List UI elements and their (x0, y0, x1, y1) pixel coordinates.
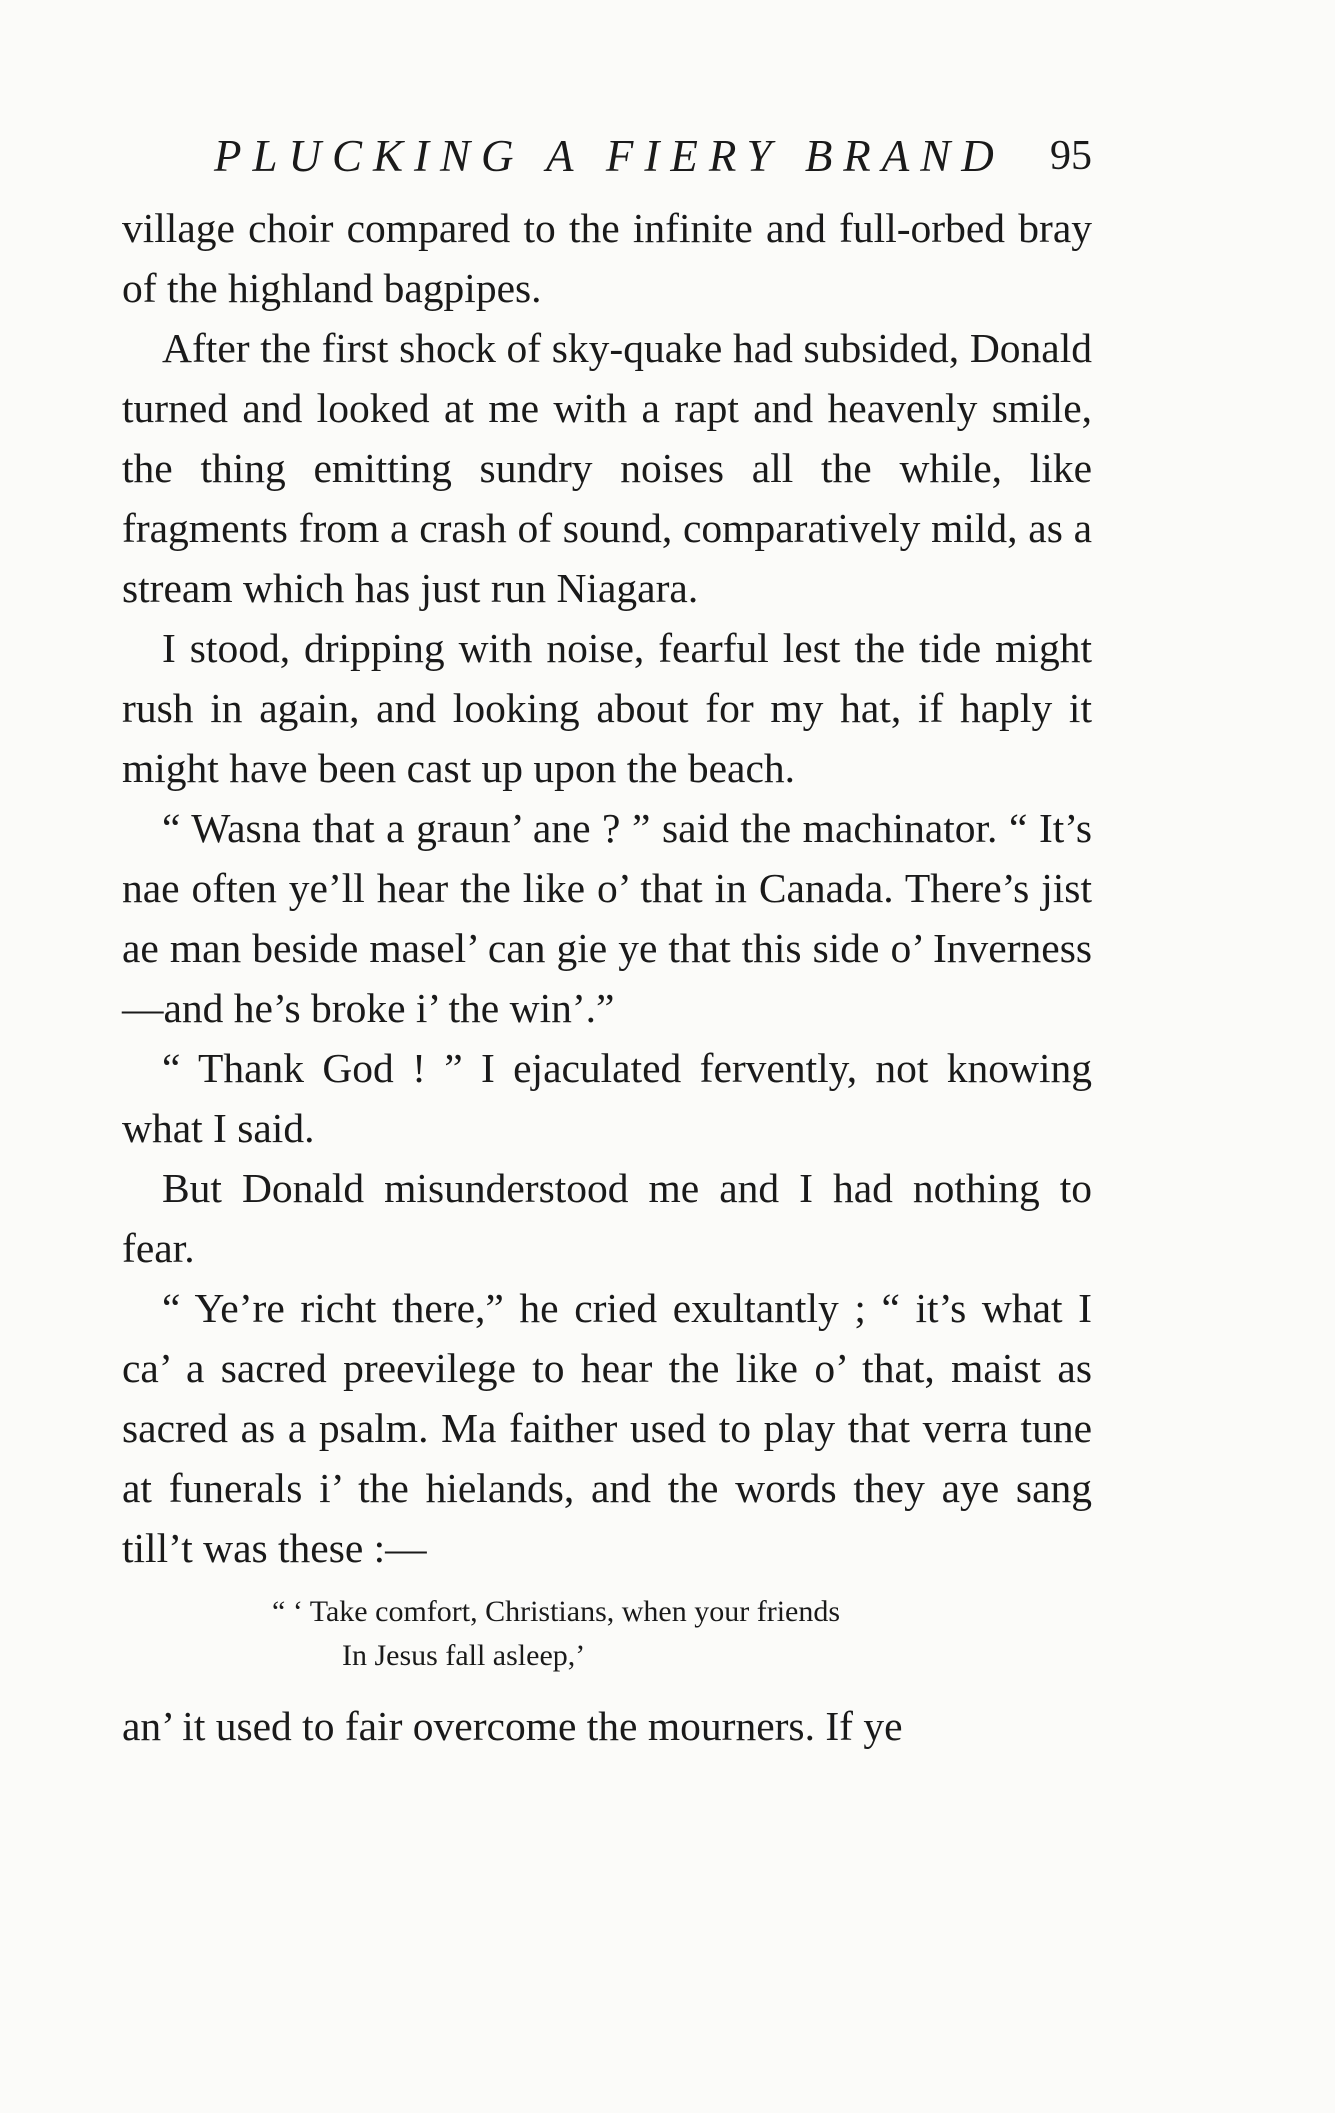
paragraph: “ Wasna that a graun’ ane ? ” said the machinator. “ It’s nae often ye’ll hear the like o’ that in Canada. There’s jist ae man beside masel’ can gie ye that this side o’ Inverness—and he’s broke i’ the win’.” (122, 805, 1092, 1031)
book-page (122, 120, 1092, 1756)
page-header (122, 120, 1092, 200)
paragraph: I stood, dripping with noise, fearful lest the tide might rush in again, and looking about for my hat, if haply it might have been cast up upon the beach. (122, 625, 1092, 791)
verse-quote (272, 1590, 1092, 1678)
paragraph: After the first shock of sky-quake had subsided, Donald turned and looked at me with a rapt and heavenly smile, the thing emitting sundry noises all the while, like fragments from a crash of sound, comparatively mild, as a stream which has just run Niagara. (122, 325, 1092, 611)
paragraph: But Donald misunderstood me and I had nothing to fear. (122, 1165, 1092, 1271)
verse-line: “ ‘ Take comfort, Christians, when your friends (272, 1595, 841, 1628)
body-text (122, 198, 1092, 1756)
verse-line: In Jesus fall asleep,’ (342, 1639, 586, 1672)
running-title: PLUCKING A FIERY BRAND (214, 131, 1005, 181)
paragraph: “ Ye’re richt there,” he cried exultantly ; “ it’s what I ca’ a sacred preevilege to hear the like o’ that, maist as sacred as a psalm. Ma faither used to play that verra tune at funerals i’ the hielands, and the words they aye sang till’t was these :— (122, 1285, 1092, 1571)
closing-line: an’ it used to fair overcome the mourners. If ye (122, 1703, 903, 1749)
paragraph-continued: village choir compared to the infinite and full-orbed bray of the highland bagpipes. (122, 205, 1092, 311)
page-number: 95 (1050, 133, 1092, 179)
paragraph: “ Thank God ! ” I ejaculated fervently, not knowing what I said. (122, 1045, 1092, 1151)
